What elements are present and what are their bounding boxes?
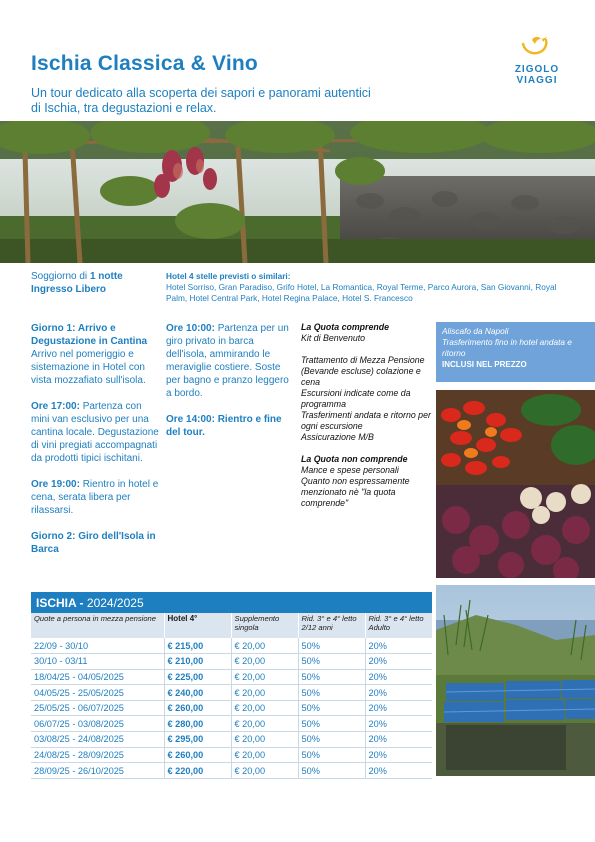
cell-period: 18/04/25 - 04/05/2025 xyxy=(31,669,164,685)
page-title: Ischia Classica & Vino xyxy=(31,52,258,75)
cell-adult-reduction: 20% xyxy=(365,700,432,716)
ferry-info-box xyxy=(436,322,595,382)
excludes-heading: La Quota non comprende xyxy=(301,454,408,464)
cell-period: 22/09 - 30/10 xyxy=(31,638,164,654)
excludes-item: Quanto non espressamente menzionato nè "la quota comprende" xyxy=(301,476,410,508)
stay-entry: Ingresso Libero xyxy=(31,284,107,295)
cell-child-reduction: 50% xyxy=(298,747,365,763)
time-1000: Ore 10:00: xyxy=(166,323,215,334)
ferry-line-2: Trasferimento fino in hotel andata e ritorno xyxy=(442,337,572,358)
cell-child-reduction: 50% xyxy=(298,700,365,716)
cell-period: 04/05/25 - 25/05/2025 xyxy=(31,685,164,701)
coastal-crates-photo xyxy=(436,585,595,776)
table-row xyxy=(31,763,432,779)
cell-child-reduction: 50% xyxy=(298,716,365,732)
cell-period: 24/08/25 - 28/09/2025 xyxy=(31,747,164,763)
cell-adult-reduction: 20% xyxy=(365,732,432,748)
price-table-section xyxy=(31,592,432,779)
includes-item: Trattamento di Mezza Pensione (Bevande escluse) colazione e cena xyxy=(301,355,425,387)
cell-single-supplement: € 20,00 xyxy=(231,685,298,701)
hotels-names: Hotel Sorriso, Gran Paradiso, Grifo Hotel, La Romantica, Royal Terme, Parco Aurora, San Giovanni, Royal Palm, Hotel Central Park, Hotel Regina Palace, Hotel S. Francesco xyxy=(166,282,557,303)
includes-item: Escursioni indicate come da programma xyxy=(301,388,411,409)
cell-single-supplement: € 20,00 xyxy=(231,716,298,732)
cell-single-supplement: € 20,00 xyxy=(231,732,298,748)
bird-logo-icon xyxy=(520,34,550,60)
table-row xyxy=(31,732,432,748)
cell-adult-reduction: 20% xyxy=(365,638,432,654)
header-child-reduction: Rid. 3° e 4° letto 2/12 anni xyxy=(298,613,365,638)
time-1700-text: Partenza con mini van esclusivo per una cantina locale. Degustazione di vini pregiati accompagnati da prodotti tipici ischitani. xyxy=(31,401,159,464)
ferry-line-1: Aliscafo da Napoli xyxy=(442,326,509,336)
cell-single-supplement: € 20,00 xyxy=(231,700,298,716)
page-subtitle: Un tour dedicato alla scoperta dei sapori e panorami autentici di Ischia, tra degustazioni e relax. xyxy=(31,86,371,115)
market-produce-photo xyxy=(436,390,595,578)
cell-child-reduction: 50% xyxy=(298,669,365,685)
ferry-line-3: INCLUSI NEL PREZZO xyxy=(442,360,527,369)
time-1900: Ore 19:00: xyxy=(31,479,80,490)
day1-text: Arrivo nel pomeriggio e sistemazione in Hotel con vista mozzafiato sull'isola. xyxy=(31,349,146,386)
price-table-title-main: ISCHIA - xyxy=(36,596,87,610)
cell-child-reduction: 50% xyxy=(298,732,365,748)
time-1000-text: Partenza per un giro privato in barca dell'isola, ammirando le meraviglie costiere. Soste per bagno e pranzo leggero a bordo. xyxy=(166,323,289,399)
itinerary-column-1 xyxy=(31,322,161,556)
cell-child-reduction: 50% xyxy=(298,685,365,701)
price-table-title-year: 2024/2025 xyxy=(86,596,144,610)
price-table-title xyxy=(31,592,432,613)
cell-period: 30/10 - 03/11 xyxy=(31,654,164,670)
time-1900-block xyxy=(31,478,161,517)
cell-single-supplement: € 20,00 xyxy=(231,747,298,763)
cell-adult-reduction: 20% xyxy=(365,763,432,779)
cell-adult-reduction: 20% xyxy=(365,685,432,701)
hotels-list xyxy=(166,271,566,304)
cell-period: 06/07/25 - 03/08/2025 xyxy=(31,716,164,732)
quota-column xyxy=(301,322,431,509)
logo-text-viaggi: VIAGGI xyxy=(516,75,558,86)
cell-period: 28/09/25 - 26/10/2025 xyxy=(31,763,164,779)
cell-period: 25/05/25 - 06/07/2025 xyxy=(31,700,164,716)
cell-child-reduction: 50% xyxy=(298,654,365,670)
cell-hotel-price: € 260,00 xyxy=(164,747,231,763)
table-row xyxy=(31,669,432,685)
cell-single-supplement: € 20,00 xyxy=(231,638,298,654)
table-row xyxy=(31,685,432,701)
cell-hotel-price: € 210,00 xyxy=(164,654,231,670)
cell-hotel-price: € 240,00 xyxy=(164,685,231,701)
stay-nights: 1 notte xyxy=(89,271,123,282)
cell-hotel-price: € 215,00 xyxy=(164,638,231,654)
cell-hotel-price: € 280,00 xyxy=(164,716,231,732)
includes-item: Trasferimenti andata e ritorno per ogni escursione xyxy=(301,410,431,431)
vineyard-hero-photo xyxy=(0,121,595,263)
time-1000-block xyxy=(166,322,294,400)
logo-text-zigolo: ZIGOLO xyxy=(514,64,560,75)
cell-single-supplement: € 20,00 xyxy=(231,763,298,779)
time-1400: Ore 14:00: Rientro e fine del tour. xyxy=(166,414,282,438)
hotels-heading: Hotel 4 stelle previsti o similari: xyxy=(166,271,291,281)
stay-info xyxy=(31,270,123,296)
cell-child-reduction: 50% xyxy=(298,763,365,779)
table-row xyxy=(31,747,432,763)
cell-hotel-price: € 295,00 xyxy=(164,732,231,748)
includes-heading: La Quota comprende xyxy=(301,322,389,332)
day1-title: Giorno 1: Arrivo e Degustazione in Cantina xyxy=(31,323,148,347)
stay-prefix: Soggiorno di xyxy=(31,271,90,282)
cell-single-supplement: € 20,00 xyxy=(231,654,298,670)
cell-hotel-price: € 260,00 xyxy=(164,700,231,716)
table-row xyxy=(31,654,432,670)
excludes-item: Mance e spese personali xyxy=(301,465,399,475)
zigolo-viaggi-logo xyxy=(506,34,564,90)
cell-hotel-price: € 225,00 xyxy=(164,669,231,685)
price-table-header-row xyxy=(31,613,432,638)
header-single-supplement: Supplemento singola xyxy=(231,613,298,638)
table-row xyxy=(31,638,432,654)
cell-single-supplement: € 20,00 xyxy=(231,669,298,685)
cell-adult-reduction: 20% xyxy=(365,669,432,685)
time-1700: Ore 17:00: xyxy=(31,401,80,412)
cell-period: 03/08/25 - 24/08/2025 xyxy=(31,732,164,748)
includes-item: Kit di Benvenuto xyxy=(301,333,366,343)
time-1900-text: Rientro in hotel e cena, serata libera per rilassarsi. xyxy=(31,479,159,516)
header-period: Quote a persona in mezza pensione xyxy=(31,613,164,638)
cell-adult-reduction: 20% xyxy=(365,747,432,763)
header-hotel: Hotel 4° xyxy=(164,613,231,638)
day2-title: Giorno 2: Giro dell'Isola in Barca xyxy=(31,531,156,555)
cell-hotel-price: € 220,00 xyxy=(164,763,231,779)
cell-child-reduction: 50% xyxy=(298,638,365,654)
price-table xyxy=(31,613,433,779)
cell-adult-reduction: 20% xyxy=(365,654,432,670)
includes-item: Assicurazione M/B xyxy=(301,432,374,442)
table-row xyxy=(31,700,432,716)
time-1700-block xyxy=(31,400,161,465)
table-row xyxy=(31,716,432,732)
itinerary-column-2 xyxy=(166,322,294,439)
header-adult-reduction: Rid. 3° e 4° letto Adulto xyxy=(365,613,432,638)
cell-adult-reduction: 20% xyxy=(365,716,432,732)
